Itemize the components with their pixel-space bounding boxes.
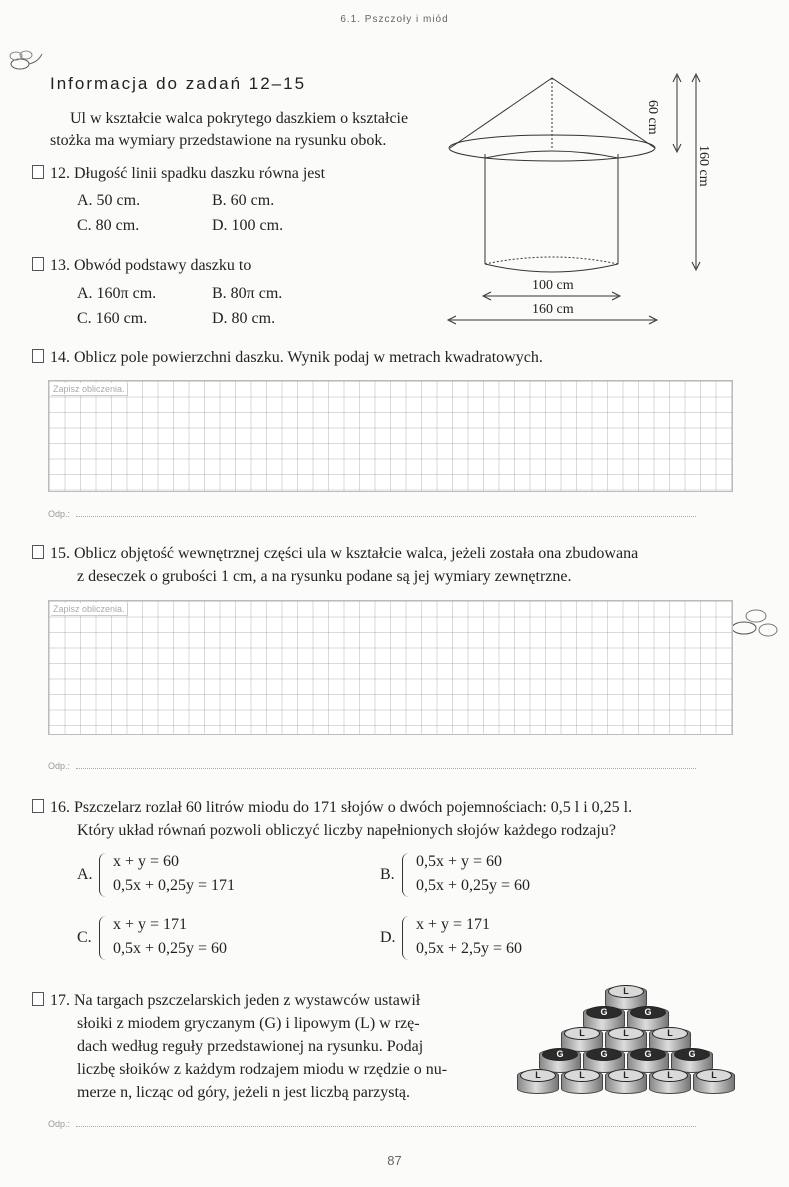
bee-icon bbox=[2, 44, 46, 80]
jar-lid: G bbox=[542, 1048, 578, 1061]
checkbox-q16[interactable] bbox=[32, 799, 44, 813]
question-16 bbox=[32, 799, 632, 817]
question-12-text: 12. Długość linii spadku daszku równa jest bbox=[50, 165, 326, 182]
section-title: Informacja do zadań 12–15 bbox=[50, 74, 307, 93]
q12-option-a: A. 50 cm. bbox=[77, 192, 141, 209]
question-17-line3: dach według reguły przedstawionej na rysunku. Podaj bbox=[77, 1038, 424, 1055]
brace-icon bbox=[402, 853, 409, 897]
equation-1: x + y = 171 bbox=[416, 916, 491, 933]
equation-2: 0,5x + 0,25y = 60 bbox=[416, 877, 531, 894]
question-13 bbox=[32, 257, 251, 275]
checkbox-q15[interactable] bbox=[32, 545, 44, 559]
q13-option-a: A. 160π cm. bbox=[77, 285, 157, 302]
equation-1: x + y = 60 bbox=[113, 853, 180, 870]
question-16-line2: Który układ równań pozwoli obliczyć liczby napełnionych słojów każdego rodzaju? bbox=[77, 822, 616, 839]
q13-option-c: C. 160 cm. bbox=[77, 310, 148, 327]
question-17 bbox=[32, 992, 420, 1010]
jar-lid: G bbox=[674, 1048, 710, 1061]
question-14-text: 14. Oblicz pole powierzchni daszku. Wynik podaj w metrach kwadratowych. bbox=[50, 349, 543, 366]
workspace-grid-q14[interactable] bbox=[48, 380, 733, 492]
q13-option-b: B. 80π cm. bbox=[212, 285, 283, 302]
answer-label: Odp.: bbox=[48, 761, 71, 771]
jar-linden-honey bbox=[649, 1070, 691, 1094]
dim-160-vertical-label: 160 cm bbox=[696, 145, 711, 187]
equation-2: 0,5x + 2,5y = 60 bbox=[416, 940, 523, 957]
answer-line-q15[interactable] bbox=[48, 760, 731, 771]
question-15 bbox=[32, 545, 638, 563]
jar-lid: L bbox=[564, 1069, 600, 1082]
jar-lid: L bbox=[608, 985, 644, 998]
jar-lid: L bbox=[520, 1069, 556, 1082]
jar-linden-honey bbox=[561, 1070, 603, 1094]
question-15-line2: z deseczek o grubości 1 cm, a na rysunku podane są jej wymiary zewnętrzne. bbox=[77, 568, 572, 585]
equation-2: 0,5x + 0,25y = 171 bbox=[113, 877, 236, 894]
dim-100-label: 100 cm bbox=[532, 278, 574, 293]
brace-icon bbox=[402, 916, 409, 960]
answer-label: Odp.: bbox=[48, 509, 71, 519]
jar-lid: L bbox=[564, 1027, 600, 1040]
workspace-placeholder: Zapisz obliczenia. bbox=[51, 603, 128, 616]
jar-linden-honey bbox=[605, 1070, 647, 1094]
question-14 bbox=[32, 349, 543, 367]
intro-text: Ul w kształcie walca pokrytego daszkiem o kształcie stożka ma wymiary przedstawione na rysunku obok. bbox=[50, 110, 409, 149]
jar-linden-honey bbox=[517, 1070, 559, 1094]
question-17-line1: 17. Na targach pszczelarskich jeden z wystawców ustawił bbox=[50, 992, 421, 1009]
q13-option-d: D. 80 cm. bbox=[212, 310, 276, 327]
answer-line-q14[interactable] bbox=[48, 508, 731, 519]
brace-icon bbox=[99, 916, 106, 960]
checkbox-q13[interactable] bbox=[32, 257, 44, 271]
checkbox-q12[interactable] bbox=[32, 165, 44, 179]
dim-160-horizontal-label: 160 cm bbox=[532, 302, 574, 317]
jar-lid: L bbox=[652, 1027, 688, 1040]
jar-lid: G bbox=[630, 1048, 666, 1061]
q12-option-b: B. 60 cm. bbox=[212, 192, 275, 209]
jar-lid: L bbox=[696, 1069, 732, 1082]
question-15-line1: 15. Oblicz objętość wewnętrznej części ula w kształcie walca, jeżeli została ona zbudowana bbox=[50, 545, 639, 562]
equation-1: 0,5x + y = 60 bbox=[416, 853, 503, 870]
q12-option-d: D. 100 cm. bbox=[212, 217, 284, 234]
jar-lid: L bbox=[608, 1069, 644, 1082]
jar-linden-honey bbox=[693, 1070, 735, 1094]
dim-60-label: 60 cm bbox=[645, 100, 660, 135]
checkbox-q14[interactable] bbox=[32, 349, 44, 363]
question-17-line2: słoiki z miodem gryczanym (G) i lipowym (L) w rzę- bbox=[77, 1015, 420, 1032]
page-number: 87 bbox=[387, 1153, 402, 1168]
option-label: C. bbox=[77, 929, 92, 946]
question-13-text: 13. Obwód podstawy daszku to bbox=[50, 257, 252, 274]
question-16-line1: 16. Pszczelarz rozlał 60 litrów miodu do 171 słojów o dwóch pojemnościach: 0,5 l i 0,25 l. bbox=[50, 799, 633, 816]
option-label: A. bbox=[77, 866, 93, 883]
jar-lid: G bbox=[586, 1006, 622, 1019]
q12-option-c: C. 80 cm. bbox=[77, 217, 140, 234]
equation-1: x + y = 171 bbox=[113, 916, 188, 933]
jar-lid: G bbox=[586, 1048, 622, 1061]
option-label: D. bbox=[380, 929, 396, 946]
checkbox-q17[interactable] bbox=[32, 992, 44, 1006]
jar-lid: L bbox=[608, 1027, 644, 1040]
jar-lid: G bbox=[630, 1006, 666, 1019]
jar-lid: L bbox=[652, 1069, 688, 1082]
question-17-line4: liczbę słoików z każdym rodzajem miodu w rzędzie o nu- bbox=[77, 1061, 448, 1078]
equation-2: 0,5x + 0,25y = 60 bbox=[113, 940, 228, 957]
beehive-figure bbox=[440, 70, 730, 330]
answer-label: Odp.: bbox=[48, 1119, 71, 1129]
question-17-line5: merze n, licząc od góry, jeżeli n jest liczbą parzystą. bbox=[77, 1084, 411, 1101]
question-12 bbox=[32, 165, 325, 183]
brace-icon bbox=[99, 853, 106, 897]
running-header: 6.1. Pszczoły i miód bbox=[340, 14, 449, 25]
option-label: B. bbox=[380, 866, 395, 883]
jar-pyramid bbox=[490, 986, 760, 1094]
workspace-grid-q15[interactable] bbox=[48, 600, 733, 735]
answer-line-q17[interactable] bbox=[48, 1118, 731, 1129]
workspace-placeholder: Zapisz obliczenia. bbox=[51, 383, 128, 396]
